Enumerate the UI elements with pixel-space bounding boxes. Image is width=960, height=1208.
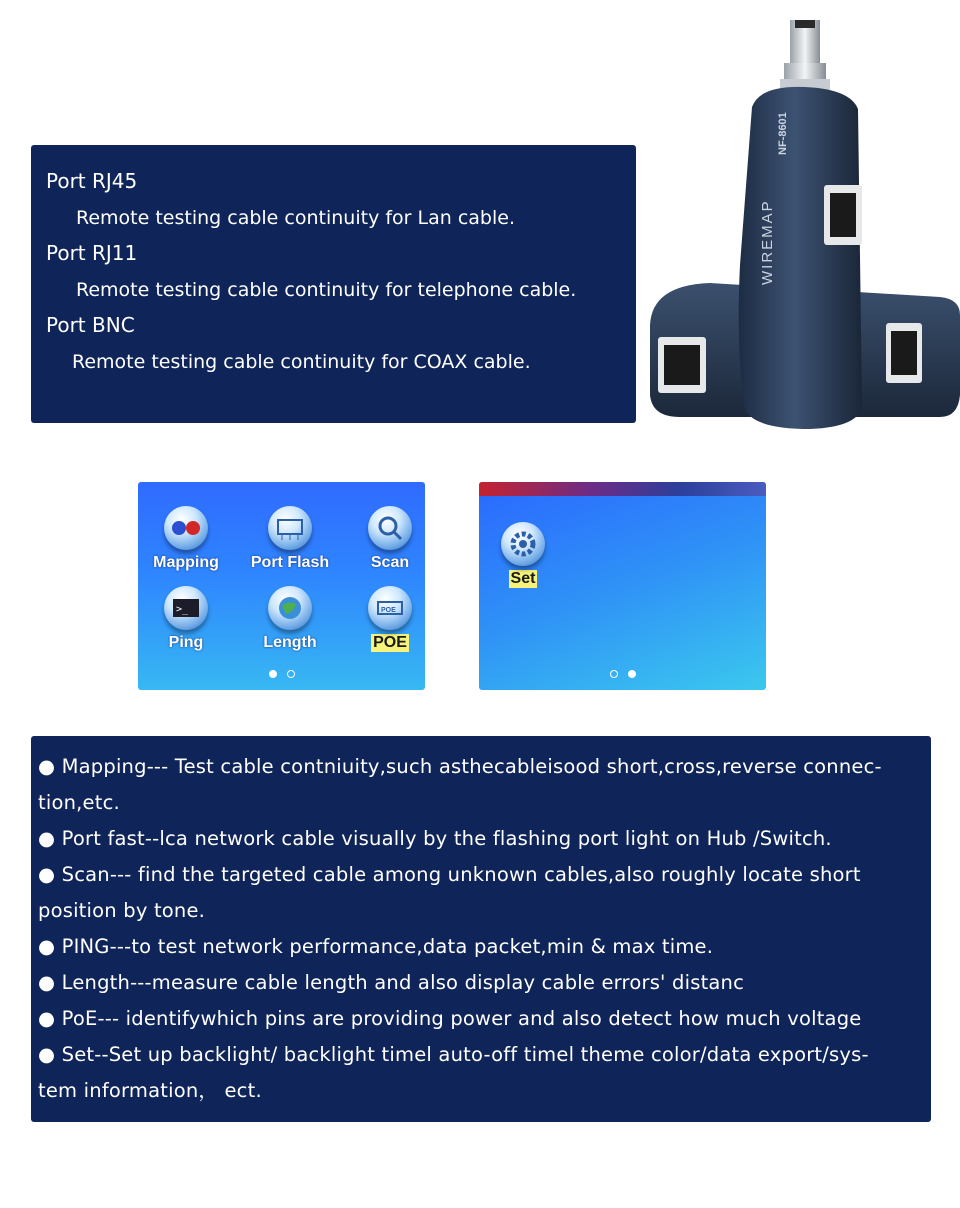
page-indicator [138, 663, 425, 682]
feature-line: position by tone. [38, 899, 206, 922]
device-screen-menu-page-1 [138, 482, 425, 690]
port-heading-rj45: Port RJ45 [46, 169, 138, 193]
svg-text:>_: >_ [176, 604, 189, 615]
device-model-text: NF-8601 [777, 112, 789, 155]
device-screen-menu-page-2 [479, 482, 766, 690]
menu-item-length[interactable]: Length [242, 586, 338, 652]
feature-line: ● PoE--- identifywhich pins are providing power and also detect how much voltage [38, 1007, 862, 1030]
cable-tester-device-image [640, 15, 960, 435]
length-icon [268, 586, 312, 630]
feature-line: tem information， ect. [38, 1079, 262, 1102]
port-flash-icon [268, 506, 312, 550]
menu-item-set[interactable]: Set [479, 522, 571, 588]
feature-line: ● Mapping--- Test cable contniuity,such asthecableisood short,cross,reverse connec- [38, 755, 882, 778]
page-dot[interactable] [287, 670, 295, 678]
poe-icon [368, 586, 412, 630]
menu-item-port-flash[interactable]: Port Flash [242, 506, 338, 572]
ports-panel [31, 145, 636, 423]
menu-item-ping[interactable]: >_ Ping [138, 586, 234, 652]
ping-icon [164, 586, 208, 630]
screen-status-bar [479, 482, 766, 496]
features-panel [31, 736, 931, 1122]
feature-line: ● Set--Set up backlight/ backlight timel auto-off timel theme color/data export/sys- [38, 1043, 869, 1066]
port-desc-rj11: Remote testing cable continuity for telephone cable. [76, 279, 577, 301]
menu-item-scan[interactable]: Scan [342, 506, 425, 572]
scan-icon [368, 506, 412, 550]
gear-icon [501, 522, 545, 566]
device-brand-text: WIREMAP [759, 199, 776, 285]
page-dot[interactable] [610, 670, 618, 678]
feature-line: tion,etc. [38, 791, 120, 814]
port-heading-bnc: Port BNC [46, 313, 135, 337]
page-dot-active[interactable] [628, 670, 636, 678]
menu-item-mapping[interactable]: Mapping [138, 506, 234, 572]
page-indicator [479, 663, 766, 682]
page-dot-active[interactable] [269, 670, 277, 678]
menu-item-poe[interactable]: POE POE [342, 586, 425, 652]
feature-line: ● Port fast--lca network cable visually by the flashing port light on Hub /Switch. [38, 827, 832, 850]
feature-line: ● Length---measure cable length and also display cable errors' distanc [38, 971, 745, 994]
port-heading-rj11: Port RJ11 [46, 241, 138, 265]
feature-line: ● PING---to test network performance,data packet,min & max time. [38, 935, 714, 958]
port-desc-rj45: Remote testing cable continuity for Lan cable. [76, 207, 515, 229]
port-desc-bnc: Remote testing cable continuity for COAX cable. [72, 351, 531, 373]
mapping-icon [164, 506, 208, 550]
svg-text:POE: POE [381, 607, 396, 614]
feature-line: ● Scan--- find the targeted cable among unknown cables,also roughly locate short [38, 863, 861, 886]
